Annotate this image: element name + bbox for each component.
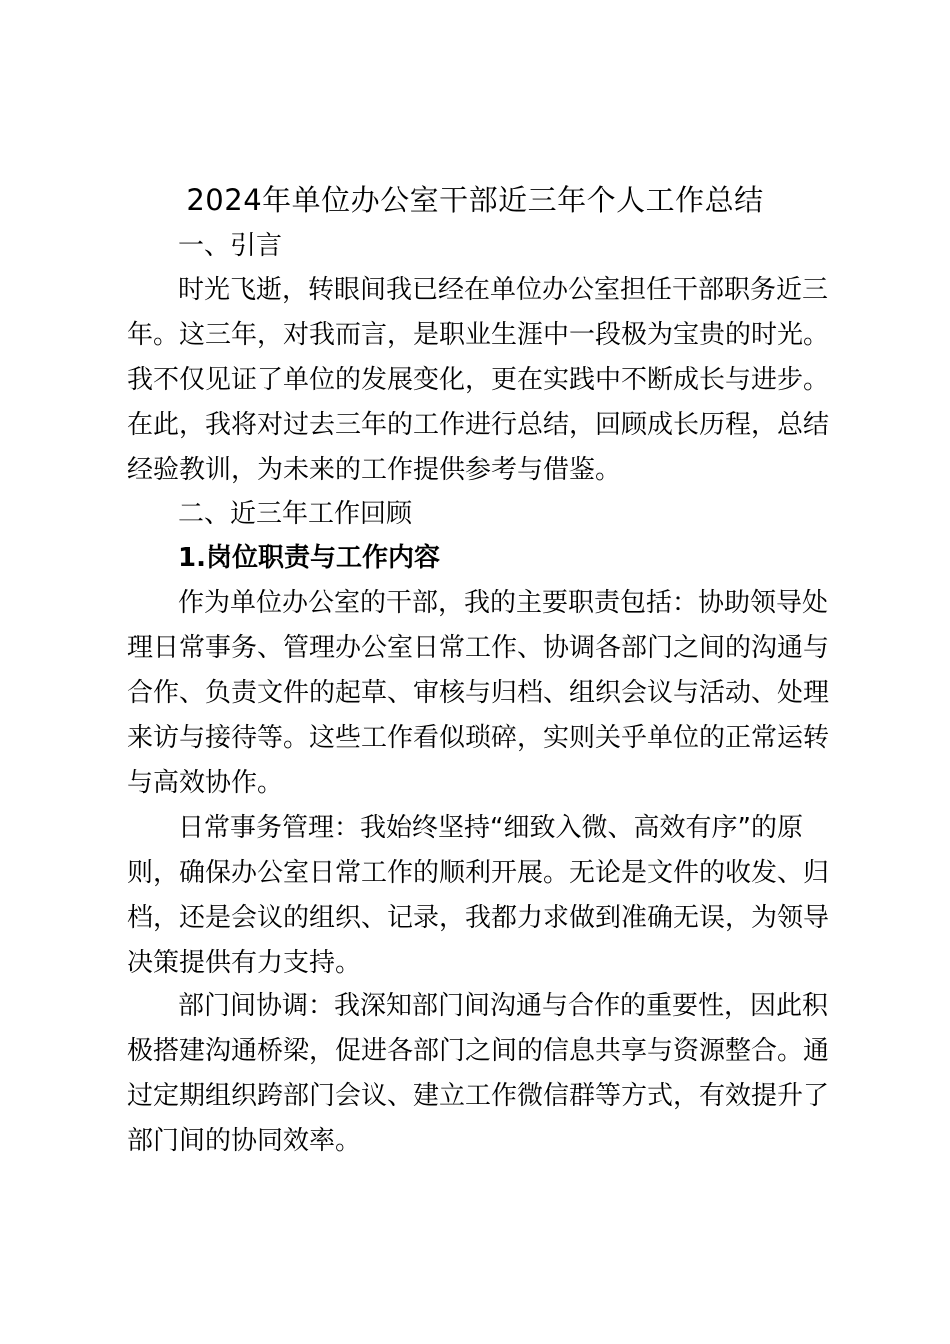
paragraph-line: 理日常事务、管理办公室日常工作、协调各部门之间的沟通与 [127,633,830,663]
paragraph-line: 来访与接待等。这些工作看似琐碎，实则关乎单位的正常运转 [127,723,830,753]
paragraph-line: 在此，我将对过去三年的工作进行总结，回顾成长历程，总结 [127,410,830,440]
paragraph-line: 档，还是会议的组织、记录，我都力求做到准确无误，为领导 [127,903,830,933]
subsection-heading-duties: 1.岗位职责与工作内容 [178,543,440,573]
paragraph-line: 决策提供有力支持。 [127,948,362,978]
paragraph-line: 时光飞逝，转眼间我已经在单位办公室担任干部职务近三 [178,275,829,305]
document-title: 2024年单位办公室干部近三年个人工作总结 [186,183,764,217]
paragraph-line: 过定期组织跨部门会议、建立工作微信群等方式，有效提升了 [127,1081,830,1111]
paragraph-line: 部门间协调：我深知部门间沟通与合作的重要性，因此积 [178,991,829,1021]
paragraph-line: 合作、负责文件的起草、审核与归档、组织会议与活动、处理 [127,678,830,708]
paragraph-line: 经验教训，为未来的工作提供参考与借鉴。 [127,455,622,485]
paragraph-line: 则，确保办公室日常工作的顺利开展。无论是文件的收发、归 [127,858,830,888]
paragraph-line: 部门间的协同效率。 [127,1126,362,1156]
section-heading-work-review: 二、近三年工作回顾 [178,499,413,529]
paragraph-line: 我不仅见证了单位的发展变化，更在实践中不断成长与进步。 [127,365,830,395]
paragraph-line: 年。这三年，对我而言，是职业生涯中一段极为宝贵的时光。 [127,320,830,350]
paragraph-line: 极搭建沟通桥梁，促进各部门之间的信息共享与资源整合。通 [127,1036,830,1066]
paragraph-line: 日常事务管理：我始终坚持“细致入微、高效有序”的原 [178,813,803,843]
section-heading-introduction: 一、引言 [178,231,283,261]
paragraph-line: 与高效协作。 [127,768,284,798]
paragraph-line: 作为单位办公室的干部，我的主要职责包括：协助领导处 [178,588,829,618]
